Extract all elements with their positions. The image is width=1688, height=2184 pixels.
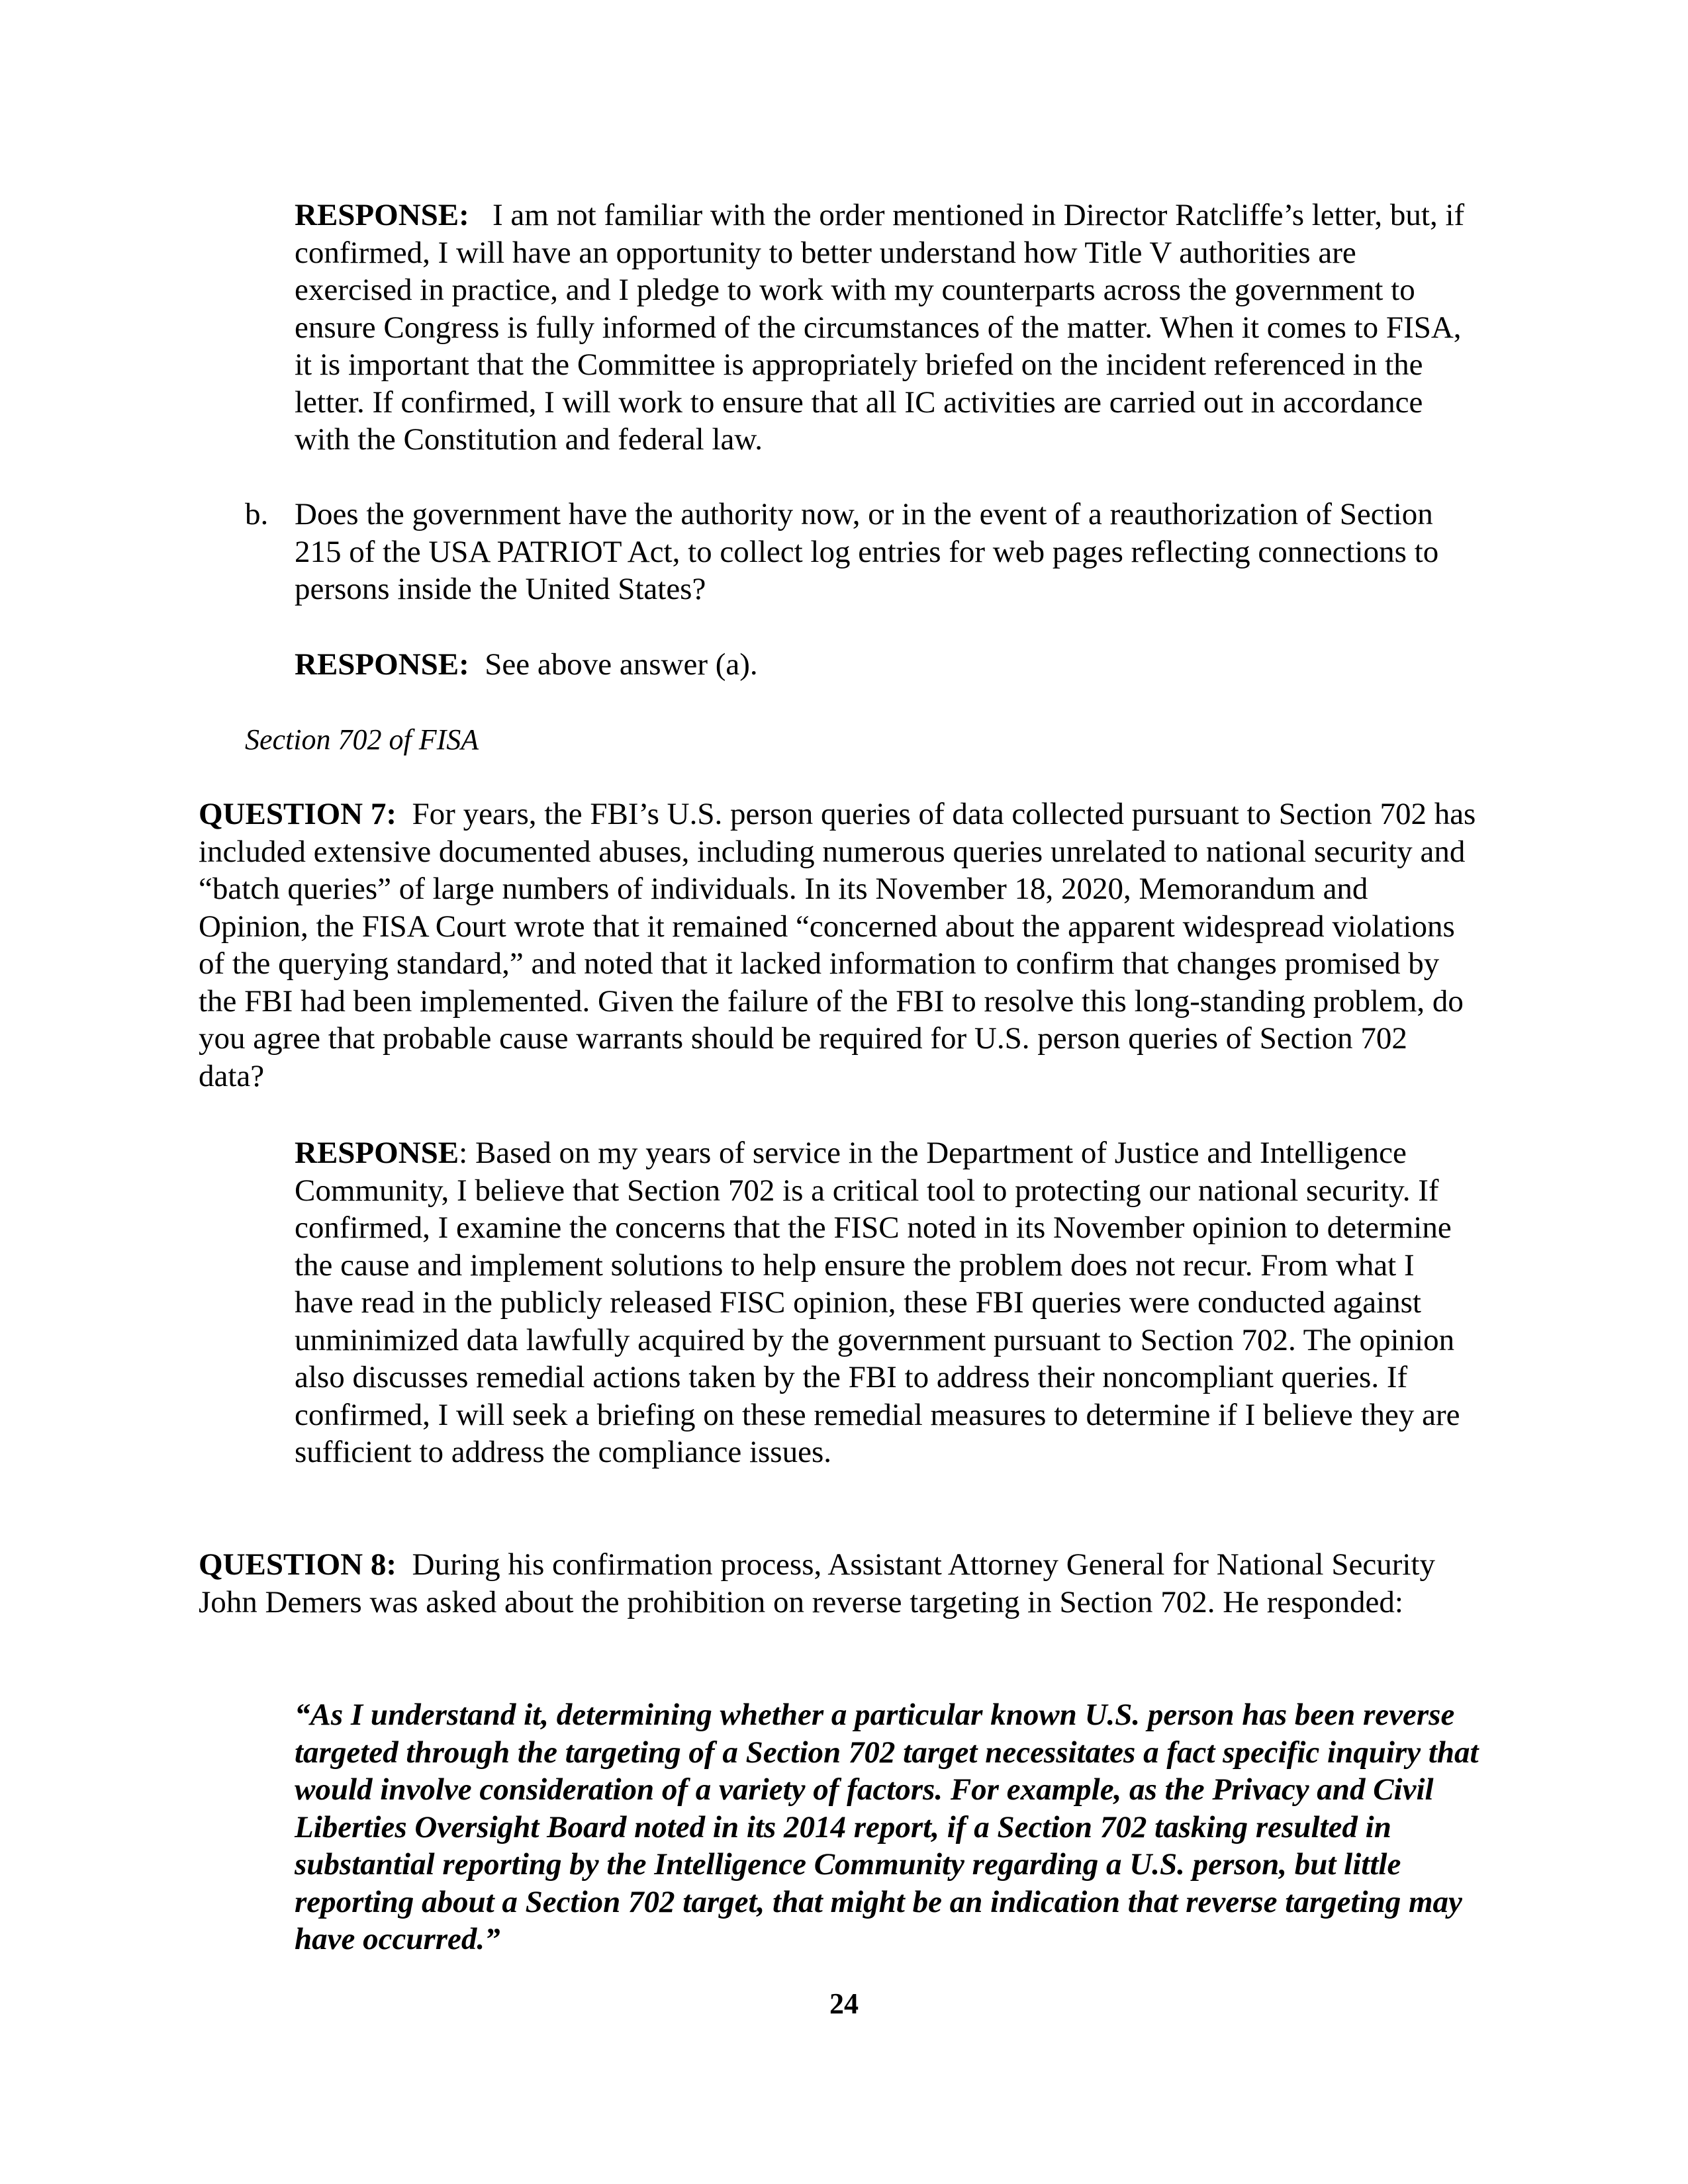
response-b-paragraph: [295, 646, 1479, 684]
question-7-text: For years, the FBI’s U.S. person queries of data collected pursuant to Section 702 has included extensive documented abuses, including numerous queries unrelated to national security and “batch queries” of large numbers of individuals. In its November 18, 2020, Memorandum and Opinion, the FISA Court wrote that it remained “concerned about the apparent widespread violations of the querying standard,” and noted that it lacked information to confirm that changes promised by the FBI had been implemented. Given the failure of the FBI to resolve this long-standing problem, do you agree that probable cause warrants should be required for U.S. person queries of Section 702 data?: [199, 797, 1476, 1093]
response-b-label: RESPONSE:: [295, 647, 469, 682]
question-7-paragraph: [199, 796, 1479, 1095]
response-a-text: I am not familiar with the order mentioned in Director Ratcliffe’s letter, but, if confirmed, I will have an opportunity to better understand how Title V authorities are exercised in practice, and I pledge to work with my counterparts across the government to ensure Congress is fully informed of the circumstances of the matter. When it comes to FISA, it is important that the Committee is appropriately briefed on the incident referenced in the letter. If confirmed, I will work to ensure that all IC activities are carried out in accordance with the Constitution and federal law.: [295, 198, 1465, 457]
page-number: 24: [829, 1987, 859, 2020]
response-b-text: See above answer (a).: [485, 647, 758, 682]
response-7-label: RESPONSE: [295, 1136, 459, 1170]
response-a-paragraph: [295, 197, 1479, 459]
question-7-label: QUESTION 7:: [199, 797, 397, 831]
section-heading: Section 702 of FISA: [245, 723, 479, 756]
question-8-label: QUESTION 8:: [199, 1547, 397, 1582]
question-b-text: Does the government have the authority now, or in the event of a reauthorization of Section 215 of the USA PATRIOT Act, to collect log entries for web pages reflecting connections to persons inside the United States?: [295, 497, 1439, 606]
demers-quote: “As I understand it, determining whether a particular known U.S. person has been reverse targeted through the targeting of a Section 702 target necessitates a fact specific inquiry that would involve consideration of a variety of factors. For example, as the Privacy and Civil Liberties Oversight Board noted in its 2014 report, if a Section 702 tasking resulted in substantial reporting by the Intelligence Community regarding a U.S. person, but little reporting about a Section 702 target, that might be an indication that reverse targeting may have occurred.”: [295, 1698, 1479, 1956]
response-7-text: : Based on my years of service in the Department of Justice and Intelligence Community, I believe that Section 702 is a critical tool to protecting our national security. If confirmed, I examine the concerns that the FISC noted in its November opinion to determine the cause and implement solutions to help ensure the problem does not recur. From what I have read in the publicly released FISC opinion, these FBI queries were conducted against unminimized data lawfully acquired by the government pursuant to Section 702. The opinion also discusses remedial actions taken by the FBI to address their noncompliant queries. If confirmed, I will seek a briefing on these remedial measures to determine if I believe they are sufficient to address the compliance issues.: [295, 1136, 1460, 1469]
question-8-text: During his confirmation process, Assistant Attorney General for National Security John Demers was asked about the prohibition on reverse targeting in Section 702. He responded:: [199, 1547, 1435, 1619]
response-a-label: RESPONSE:: [295, 198, 469, 232]
question-b-marker: b.: [245, 497, 269, 531]
response-7-paragraph: [295, 1134, 1479, 1471]
question-8-paragraph: [199, 1546, 1479, 1621]
